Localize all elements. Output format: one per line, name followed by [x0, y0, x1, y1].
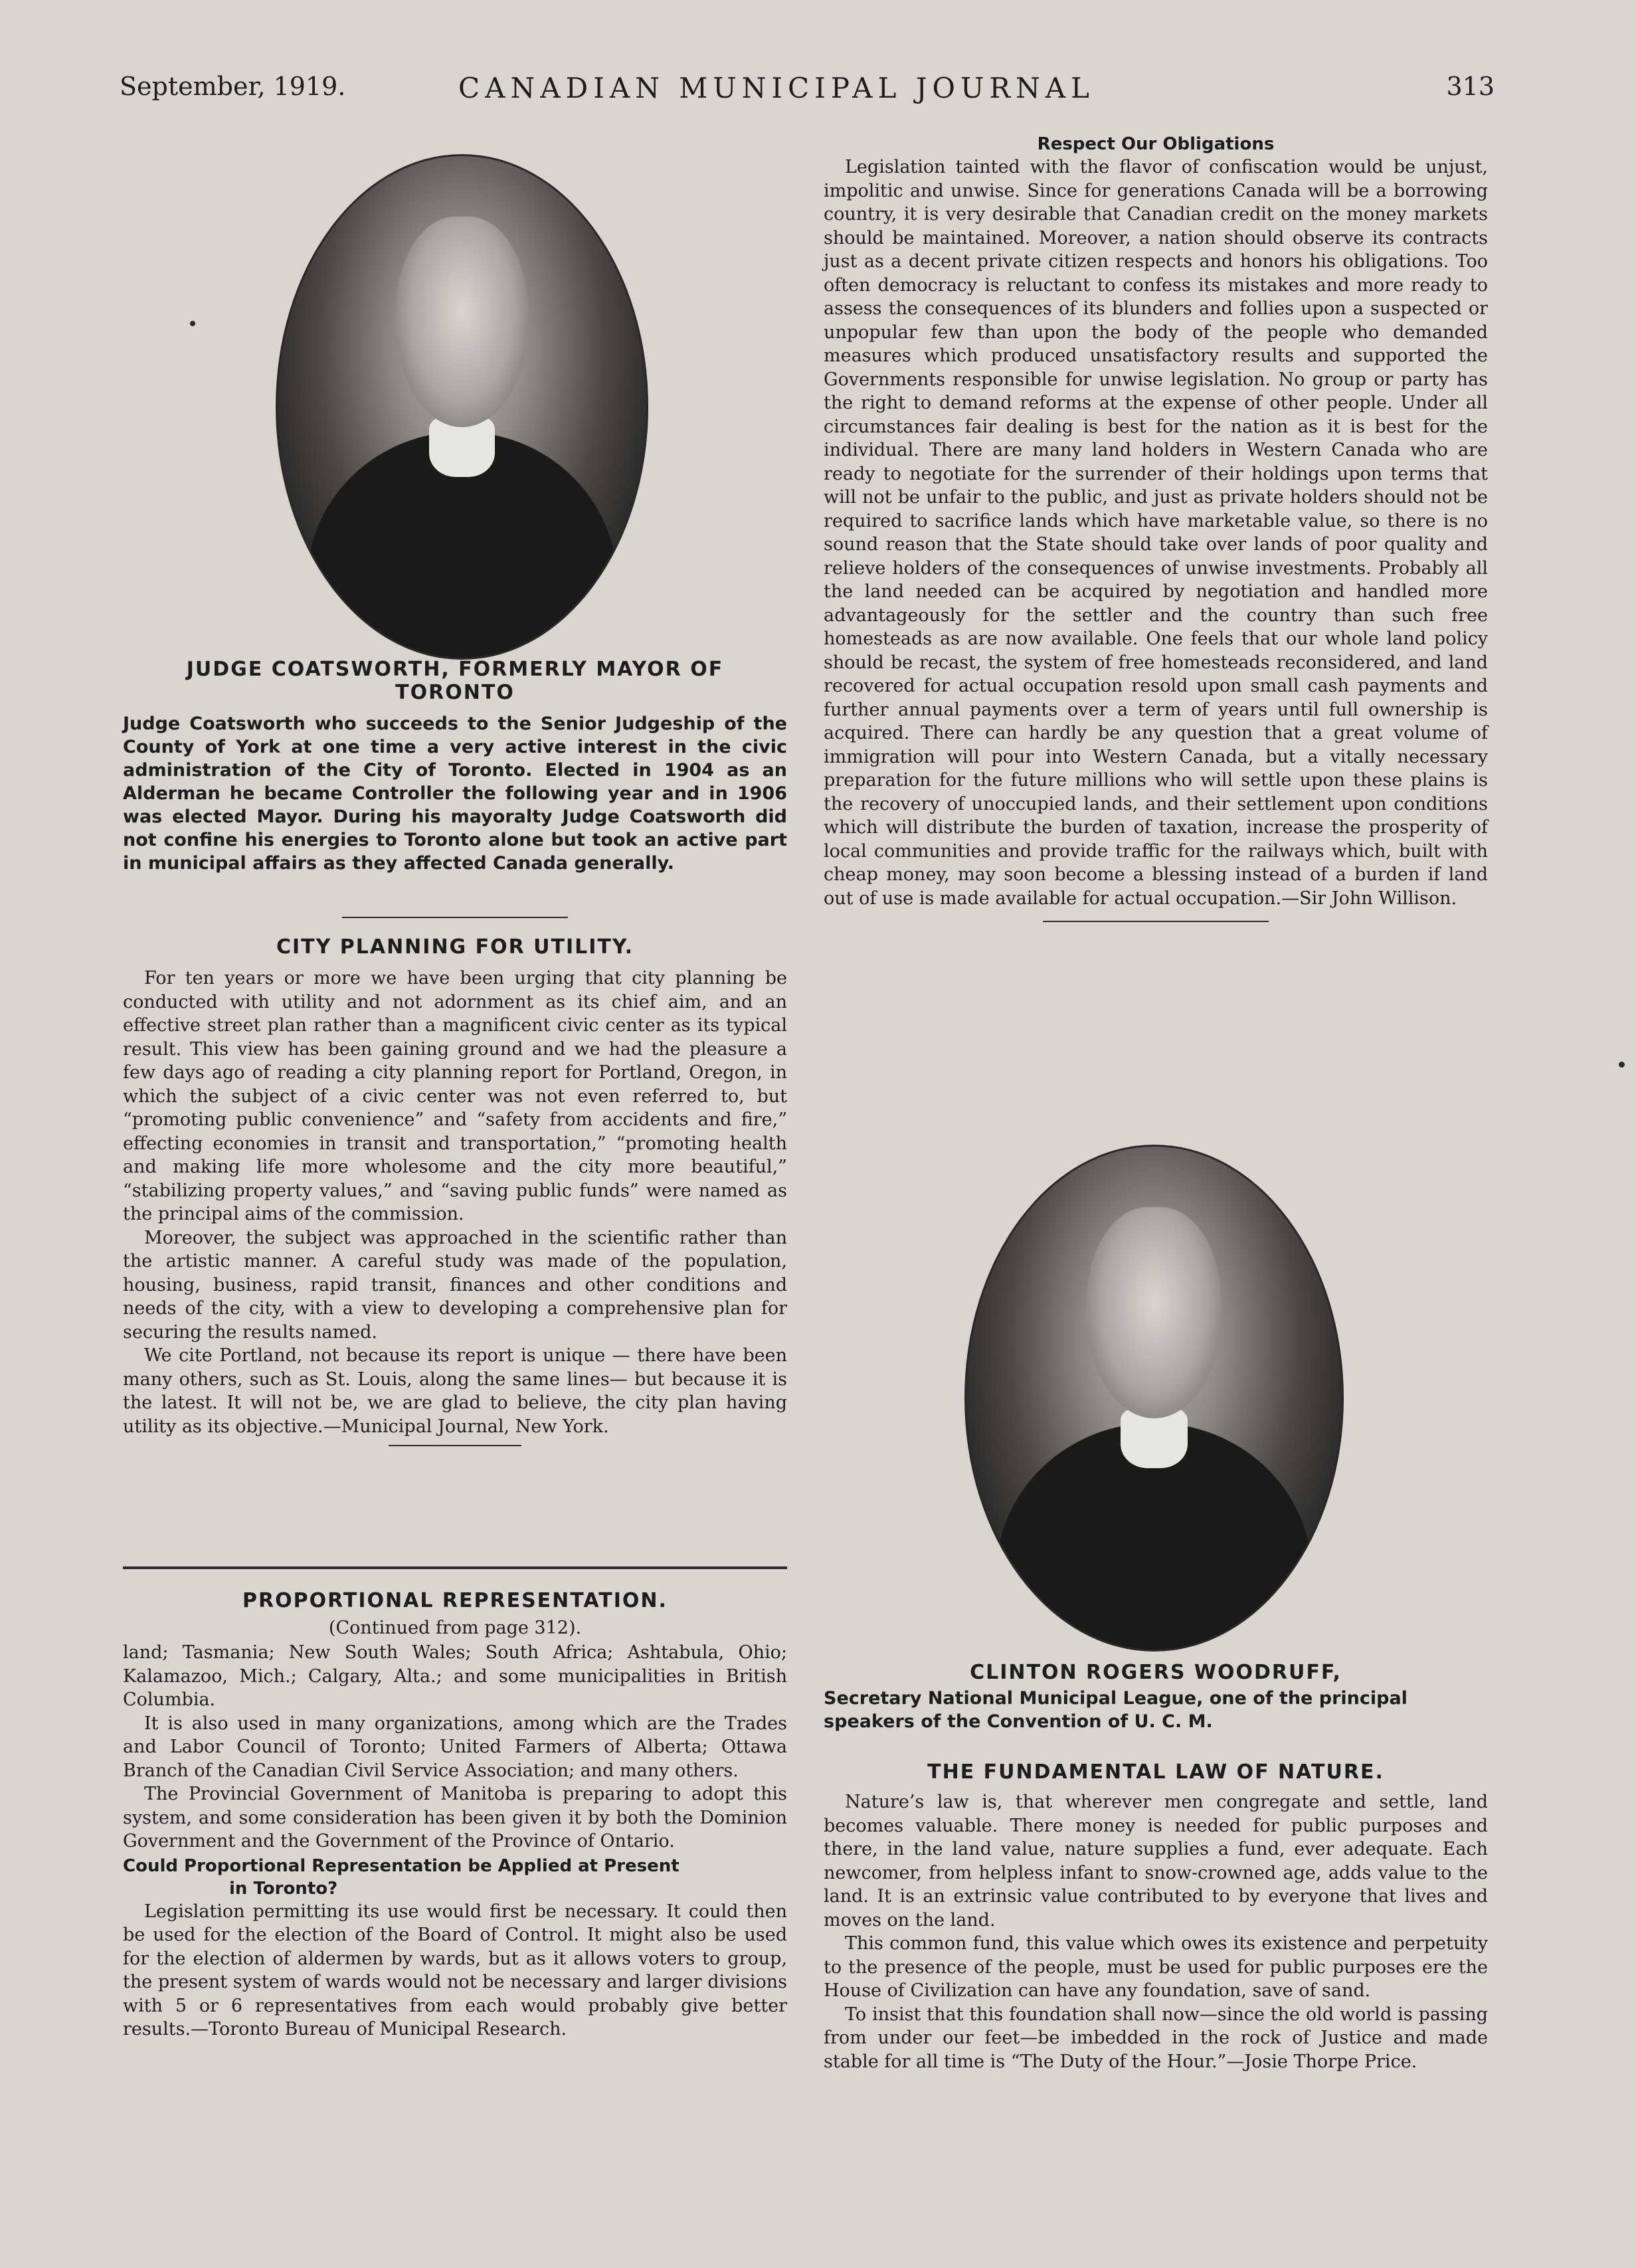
proportional-paragraph: land; Tasmania; New South Wales; South Africa; Ashtabula, Ohio; Kalamazoo, Mich.; Calgary, Alta.; and some municipalities in British Columbia. — [123, 1642, 787, 1710]
coatsworth-caption-title-line1: JUDGE COATSWORTH, FORMERLY MAYOR OF — [186, 658, 724, 681]
woodruff-caption — [824, 1661, 1488, 1733]
city-planning-paragraph: We cite Portland, not because its report is unique — there have been many others, such as St. Louis, along the same lines— but because it is the latest. It will not be, we are glad to believe, the city plan having utility as its objective.—Municipal Journal, New York. — [123, 1345, 787, 1437]
coatsworth-caption — [123, 658, 787, 875]
obligations-article — [824, 133, 1488, 922]
issue-date: September, 1919. — [120, 72, 346, 101]
obligations-heading: Respect Our Obligations — [1037, 134, 1275, 154]
fundamental-law-paragraph: To insist that this foundation shall now—since the old world is passing from under our feet—be imbedded in the rock of Justice and made stable for all time is “The Duty of the Hour.”—Josie Thorpe Price. — [824, 2004, 1488, 2072]
proportional-paragraph: Legislation permitting its use would first be necessary. It could then be used for the election of the Board of Control. It might also be used for the election of aldermen by wards, but as it allows voters to group, the present system of wards would not be necessary and larger divisions with 5 or 6 representatives from each would probably give better results.—Toronto Bureau of Municipal Research. — [123, 1901, 787, 2039]
proportional-heading: PROPORTIONAL REPRESENTATION. — [242, 1589, 668, 1612]
proportional-paragraph: The Provincial Government of Manitoba is preparing to adopt this system, and some consideration has been given it by both the Dominion Government and the Government of the Province of Ontario. — [123, 1784, 787, 1851]
fundamental-law-article — [824, 1760, 1488, 2073]
fundamental-law-heading: THE FUNDAMENTAL LAW OF NATURE. — [927, 1760, 1384, 1784]
city-planning-paragraph: Moreover, the subject was approached in the scientific rather than the artistic manner. A careful study was made of the population, housing, business, rapid transit, finances and other conditions and needs of the city, with a view to developing a comprehensive plan for securing the results named. — [123, 1227, 787, 1343]
proportional-paragraph: It is also used in many organizations, among which are the Trades and Labor Council of Toronto; United Farmers of Alberta; Ottawa Branch of the Canadian Civil Service Association; and many others. — [123, 1713, 787, 1781]
heavy-divider — [123, 1566, 787, 1569]
city-planning-paragraph: For ten years or more we have been urging that city planning be conducted with utility and not adornment as its chief aim, and an effective street plan rather than a magnificent civic center as its typical result. This view has been gaining ground and we had the pleasure a few days ago of reading a city planning report for Portland, Oregon, in which the subject of a civic center was not even referred to, but “promoting public convenience” and “safety from accidents and fire,” effecting economies in transit and transportation,” “promoting health and making life more wholesome and the city more beautiful,” “stabilizing property values,” and “saving public funds” were named as the principal aims of the commission. — [123, 968, 787, 1224]
woodruff-portrait-photo — [964, 1145, 1344, 1652]
proportional-subheading-line2: in Toronto? — [229, 1878, 338, 1899]
divider — [123, 917, 787, 918]
woodruff-caption-body: Secretary National Municipal League, one of the principal speakers of the Convention of U. C. M. — [824, 1688, 1408, 1732]
coatsworth-portrait-photo — [276, 154, 648, 660]
journal-title: CANADIAN MUNICIPAL JOURNAL — [458, 72, 1095, 104]
page-number: 313 — [1446, 72, 1495, 101]
divider — [1043, 921, 1269, 922]
obligations-paragraph: Legislation tainted with the flavor of confiscation would be unjust, impolitic and unwise. Since for generations Canada will be a borrowing country, it is very desirable that Canadian credit on the money markets should be maintained. Moreover, a nation should observe its contracts just as a decent private citizen respects and honors his obligations. Too often democracy is reluctant to confess its mistakes and more ready to assess the consequences of its blunders and follies upon a suspected or unpopular few than upon the body of the people who demanded measures which produced unsatisfactory results and supported the Governments responsible for unwise legislation. No group or party has the right to demand reforms at the expense of other people. Under all circumstances fair dealing is best for the nation as it is best for the individual. There are many land holders in Western Canada who are ready to negotiate for the surrender of their holdings upon terms that will not be unfair to the public, and just as private holders should not be required to sacrifice lands which have marketable value, so there is no sound reason that the State should take over lands of poor quality and relieve holders of the consequences of unwise investments. Probably all the land needed can be acquired by negotiation and handled more advantageously for the settler and the country than such free homesteads as are now available. One feels that our whole land policy should be recast, the system of free homesteads reconsidered, and land recovered for actual occupation resold upon small cash payments and further annual payments over a term of years until full ownership is acquired. There can hardly be any question that a great volume of immigration will pour into Western Canada, but a vitally necessary preparation for the future millions who will settle upon these plains is the recovery of unoccupied lands, and their settlement upon conditions which will distribute the burden of taxation, increase the prosperity of local communities and provide traffic for the railways which, built with cheap money, may soon become a blessing instead of a burden if land out of use is made available for actual occupation.—Sir John Willison. — [824, 157, 1488, 909]
continued-note: (Continued from page 312). — [328, 1618, 582, 1638]
woodruff-caption-title: CLINTON ROGERS WOODRUFF, — [970, 1661, 1342, 1684]
proportional-subheading-line1: Could Proportional Representation be Applied at Present — [123, 1855, 680, 1876]
print-speck — [190, 321, 195, 326]
portrait-head — [396, 217, 529, 427]
proportional-representation-article — [123, 1589, 787, 2041]
fundamental-law-paragraph: Nature’s law is, that wherever men congregate and settle, land becomes valuable. There money is needed for public purposes and there, in the land value, nature supplies a fund, ever adequate. Each newcomer, from helpless infant to snow-crowned age, adds value to the land. It is an extrinsic value contributed to by everyone that lives and moves on the land. — [824, 1792, 1488, 1931]
coatsworth-caption-title-line2: TORONTO — [395, 681, 515, 704]
portrait-head — [1087, 1207, 1222, 1418]
city-planning-article — [123, 935, 787, 1446]
fundamental-law-paragraph: This common fund, this value which owes its existence and perpetuity to the presence of the people, must be used for public purposes ere the House of Civilization can have any foundation, save of sand. — [824, 1933, 1488, 2001]
city-planning-heading: CITY PLANNING FOR UTILITY. — [276, 935, 634, 959]
coatsworth-caption-body: Judge Coatsworth who succeeds to the Senior Judgeship of the County of York at one time a very active interest in the civic administration of the City of Toronto. Elected in 1904 as an Alderman he became Controller the following year and in 1906 was elected Mayor. During his mayoralty Judge Coatsworth did not confine his energies to Toronto alone but took an active part in municipal affairs as they affected Canada generally. — [123, 713, 787, 874]
print-speck — [1619, 1062, 1625, 1068]
page-header — [120, 72, 1495, 112]
divider — [389, 1445, 521, 1446]
